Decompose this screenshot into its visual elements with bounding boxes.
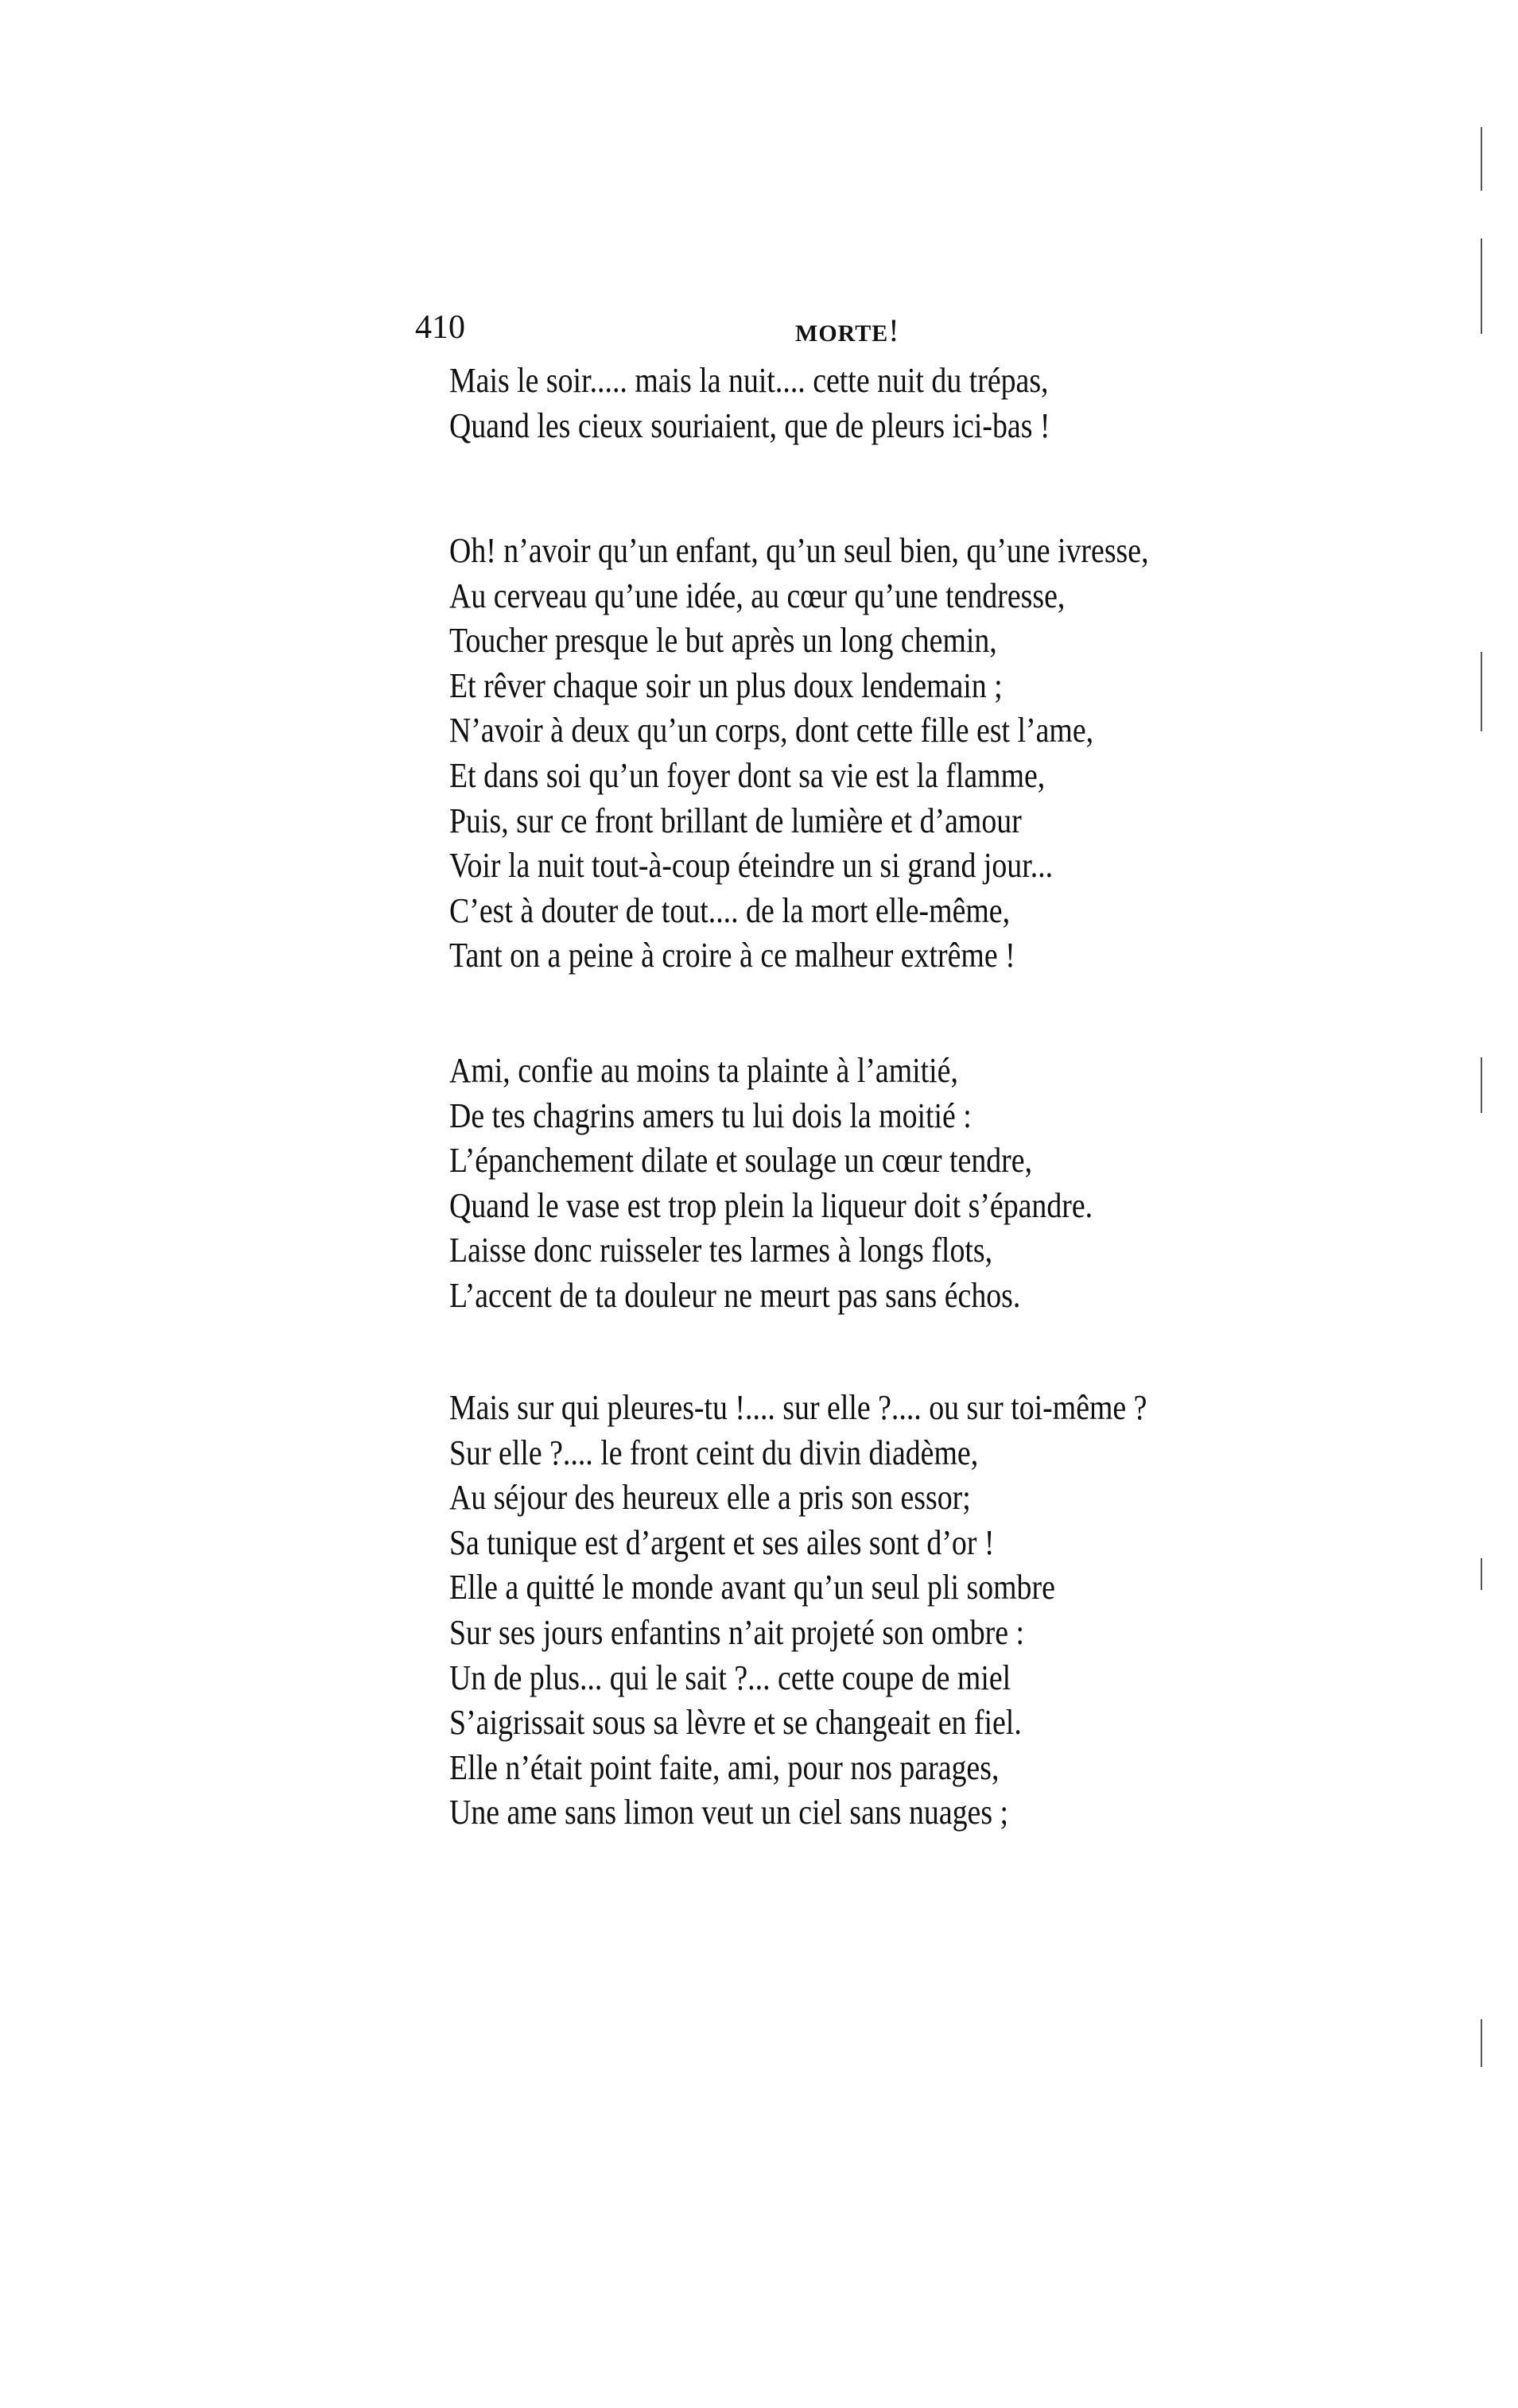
verse-line: Sur elle ?.... le front ceint du divin diadème,	[449, 1433, 979, 1472]
verse-line: Et dans soi qu’un foyer dont sa vie est la flamme,	[449, 756, 1046, 795]
scan-edge-mark	[1481, 238, 1482, 334]
verse-line: Sur ses jours enfantins n’ait projeté son ombre :	[449, 1613, 1025, 1652]
verse-line: De tes chagrins amers tu lui dois la moitié :	[449, 1095, 972, 1135]
verse-line: Mais le soir..... mais la nuit.... cette nuit du trépas,	[449, 361, 1049, 400]
scan-edge-mark	[1481, 127, 1482, 191]
verse-line: Au cerveau qu’une idée, au cœur qu’une tendresse,	[449, 576, 1066, 615]
verse-line: Au séjour des heureux elle a pris son essor;	[449, 1478, 971, 1518]
verse-line: Toucher presque le but après un long chemin,	[449, 621, 997, 661]
verse-line: Tant on a peine à croire à ce malheur extrême !	[449, 936, 1015, 975]
verse-line: Un de plus... qui le sait ?... cette coupe de miel	[449, 1658, 1011, 1697]
scan-edge-mark	[1481, 2019, 1482, 2067]
verse-line: L’épanchement dilate et soulage un cœur tendre,	[449, 1141, 1033, 1181]
verse-line: Quand les cieux souriaient, que de pleurs ici-bas !	[449, 405, 1050, 445]
verse-line: Quand le vase est trop plein la liqueur doit s’épandre.	[449, 1185, 1093, 1225]
scan-edge-mark	[1481, 1057, 1482, 1113]
verse-line: Une ame sans limon veut un ciel sans nuages ;	[449, 1793, 1009, 1832]
verse-line: Ami, confie au moins ta plainte à l’amitié,	[449, 1051, 958, 1090]
verse-line: Mais sur qui pleures-tu !.... sur elle ?.... ou sur toi-même ?	[449, 1388, 1147, 1427]
verse-line: Laisse donc ruisseler tes larmes à longs flots,	[449, 1231, 993, 1270]
verse-line: L’accent de ta douleur ne meurt pas sans échos.	[449, 1276, 1021, 1315]
scan-edge-mark	[1481, 1558, 1482, 1590]
page-number: 410	[415, 309, 465, 346]
verse-line: Voir la nuit tout-à-coup éteindre un si grand jour...	[449, 846, 1054, 886]
running-title	[795, 312, 900, 349]
verse-line: Et rêver chaque soir un plus doux lendemain ;	[449, 665, 1003, 705]
running-title-text: MORTE	[795, 320, 889, 347]
verse-line: Oh! n’avoir qu’un enfant, qu’un seul bien, qu’une ivresse,	[449, 531, 1149, 570]
verse-line: Puis, sur ce front brillant de lumière et d’amour	[449, 801, 1022, 840]
verse-line: C’est à douter de tout.... de la mort elle-même,	[449, 890, 1011, 930]
verse-line: Elle n’était point faite, ami, pour nos parages,	[449, 1747, 1000, 1787]
running-title-punct: !	[888, 312, 900, 348]
verse-line: S’aigrissait sous sa lèvre et se changeait en fiel.	[449, 1703, 1022, 1743]
verse-line: Sa tunique est d’argent et ses ailes sont d’or !	[449, 1522, 995, 1562]
scan-edge-mark	[1481, 652, 1482, 731]
verse-line: N’avoir à deux qu’un corps, dont cette fille est l’ame,	[449, 711, 1094, 750]
verse-line: Elle a quitté le monde avant qu’un seul pli sombre	[449, 1568, 1055, 1607]
